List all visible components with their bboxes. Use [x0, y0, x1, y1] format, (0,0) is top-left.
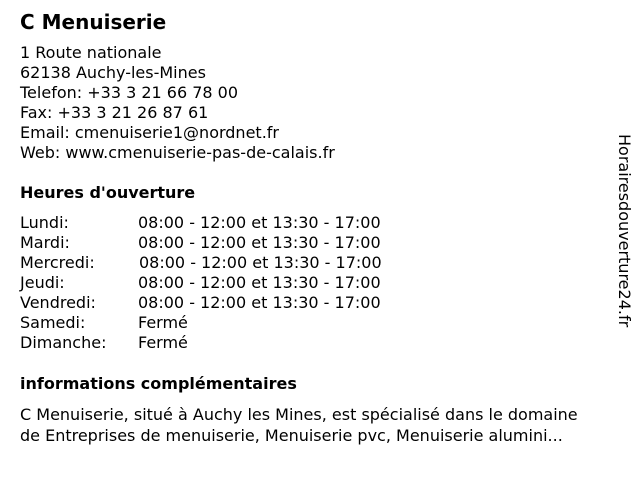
phone-line: Telefon: +33 3 21 66 78 00 — [20, 83, 239, 102]
hours-value: 08:00 - 12:00 et 13:30 - 17:00 — [138, 293, 381, 312]
address-line-2: 62138 Auchy-les-Mines — [20, 63, 206, 82]
hours-value: 08:00 - 12:00 et 13:30 - 17:00 — [138, 273, 381, 292]
hours-row-wednesday — [20, 253, 440, 273]
description — [20, 404, 630, 446]
web-line: Web: www.cmenuiserie-pas-de-calais.fr — [20, 143, 335, 162]
fax-line: Fax: +33 3 21 26 87 61 — [20, 103, 209, 122]
day-label: Samedi: — [20, 313, 86, 332]
description-line-1: C Menuiserie, situé à Auchy les Mines, est spécialisé dans le domaine — [20, 405, 578, 424]
day-label: Jeudi: — [20, 273, 65, 292]
hours-row-tuesday — [20, 233, 440, 253]
day-label: Lundi: — [20, 213, 69, 232]
day-label: Dimanche: — [20, 333, 107, 352]
hours-row-saturday — [20, 313, 440, 333]
email-line: Email: cmenuiserie1@nordnet.fr — [20, 123, 279, 142]
hours-value: 08:00 - 12:00 et 13:30 - 17:00 — [139, 253, 382, 272]
description-line-2: de Entreprises de menuiserie, Menuiserie pvc, Menuiserie alumini... — [20, 426, 563, 445]
hours-value: 08:00 - 12:00 et 13:30 - 17:00 — [138, 213, 381, 232]
info-heading: informations complémentaires — [20, 374, 297, 393]
day-label: Mardi: — [20, 233, 70, 252]
hours-row-thursday — [20, 273, 440, 293]
hours-row-friday — [20, 293, 440, 313]
day-label: Mercredi: — [20, 253, 95, 272]
hours-row-monday — [20, 213, 440, 233]
site-watermark: Horairesdouverture24.fr — [615, 134, 634, 328]
hours-row-sunday — [20, 333, 440, 353]
hours-heading: Heures d'ouverture — [20, 183, 196, 202]
business-name: C Menuiserie — [20, 10, 167, 34]
hours-value: 08:00 - 12:00 et 13:30 - 17:00 — [138, 233, 381, 252]
address-line-1: 1 Route nationale — [20, 43, 162, 62]
day-label: Vendredi: — [20, 293, 96, 312]
hours-value: Fermé — [138, 333, 188, 352]
contact-block — [20, 43, 335, 163]
hours-value: Fermé — [138, 313, 188, 332]
hours-table — [20, 213, 440, 353]
